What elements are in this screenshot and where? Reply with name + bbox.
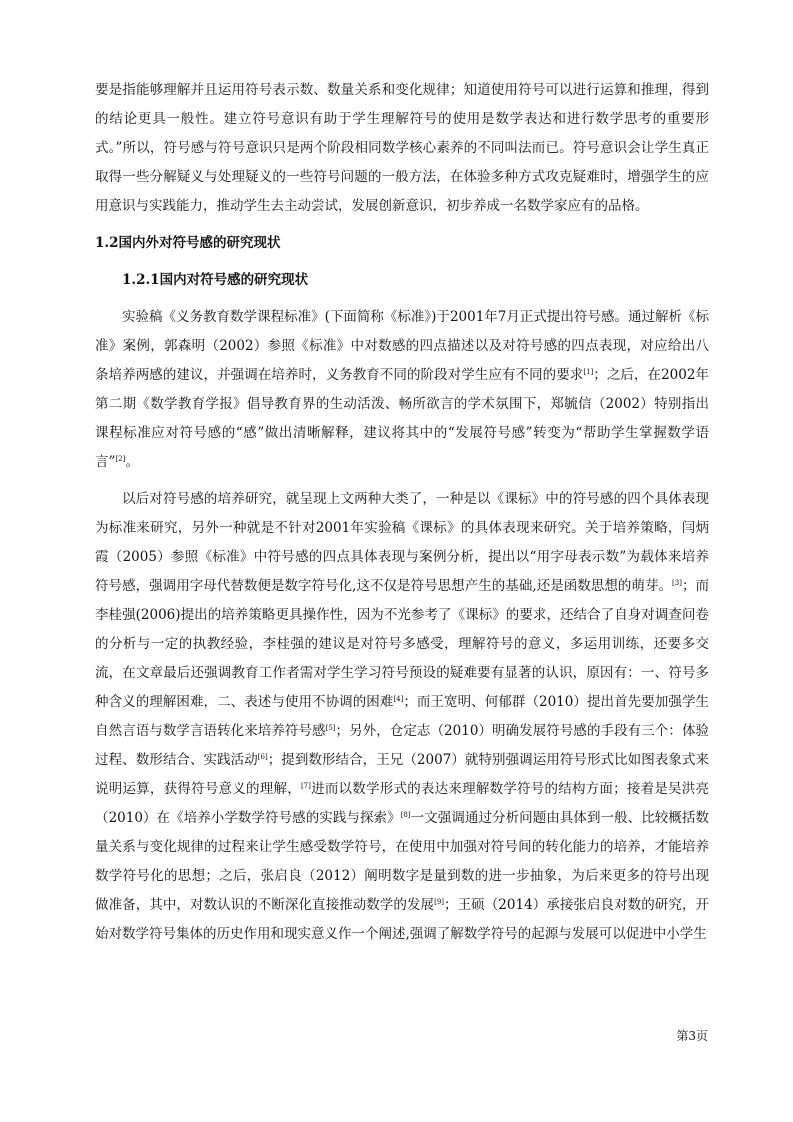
subsection-heading-1-2-1: 1.2.1国内对符号感的研究现状 <box>122 272 309 288</box>
paragraph-2-text: 实验稿《义务教育数学课程标准》(下面简称《标准》)于2001年7月正式提出符号感。通过解析《标准》案例，郭森明（2002）参照《标准》中对数感的四点描述以及对符号感的四点表现，对应给出八条培养两感的建议，并强调在培养时，义务教育不同的阶段对学生应有不同的要求 <box>95 309 709 383</box>
paragraph-3-text: 以后对符号感的培养研究，就呈现上文两种大类了，一种是以《课标》中的符号感的四个具体表现为标准来研究，另外一种就是不针对2001年实验稿《课标》的具体表现来研究。关于培养策略，闫炳霞（2005）参照《标准》中符号感的四点具体表现与案例分析，提出以“用字母表示数”为载体来培养符号感，强调用字母代替数便是数字符号化,这不仅是符号思想产生的基础,还是函数思想的萌芽。 <box>95 491 709 594</box>
paragraph-2-text: 。 <box>125 454 139 470</box>
paragraph-1: 要是指能够理解并且运用符号表示数、数量关系和变化规律；知道使用符号可以进行运算和推理，得到的结论更具一般性。建立符号意识有助于学生理解符号的使用是数学表达和进行数学思考的重要形式。”所以，符号感与符号意识只是两个阶段相同数学核心素养的不同叫法而已。符号意识会让学生真正取得一些分解疑义与处理疑义的一些符号问题的一般方法，在体验多种方式攻克疑难时，增强学生的应用意识与实践能力，推动学生去主动尝试，发展创新意识，初步养成一名数学家应有的品格。 <box>95 82 709 214</box>
citation-9: [9] <box>434 898 445 906</box>
citation-6: [6] <box>257 753 268 761</box>
paragraph-3-text: 一文强调通过分析问题由具体到一般、比较概括数量关系与变化规律的过程来让学生感受数学符号，在使用中加强对符号间的转化能力的培养，才能培养数学符号化的思想；之后，张启良（2012）阐明数字是量到数的进一步抽象，为后来更多的符号出现做准备，其中，对数认识的不断深化直接推动数学的发展 <box>95 810 709 913</box>
citation-2: [2] <box>115 455 126 463</box>
paragraph-3-text: ；王硕（2014）承接张启良对数的研究，开始对数学符号集体的历史作用和现实意义作一个阐述,强调了解数学符号的起源与发展可以促进中小学生 <box>95 897 710 942</box>
paragraph-2-text: ；之后，在2002年第二期《数学教育学报》倡导教育界的生动活泼、畅所欲言的学术氛围下，郑毓信（2002）特别指出课程标准应对符号感的“感”做出清晰解释，建议将其中的“发展符号感”转变为“帮助学生掌握数学语言” <box>95 367 710 470</box>
citation-3: [3] <box>672 579 682 587</box>
citation-7: [7] <box>300 782 311 790</box>
citation-1: [1] <box>583 368 594 376</box>
citation-4: [4] <box>393 695 404 703</box>
paragraph-3-text: ；另外，仓定志（2010）明确发展符号感的手段有三个：体验过程、数形结合、实践活动 <box>95 723 710 768</box>
paragraph-3-text: ；提到数形结合，王兄（2007）就特别强调运用符号形式比如图表象式来说明运算，获得符号意义的理解， <box>95 752 710 797</box>
paragraph-3 <box>95 485 709 949</box>
paragraph-3-text: ；而李桂强(2006)提出的培养策略更具操作性，因为不光参考了《课标》的要求，还结合了自身对调查问卷的分析与一定的执教经验，李桂强的建议是对符号多感受，理解符号的意义，多运用训练，还要多交流，在文章最后还强调教育工作者需对学生学习符号预设的疑难要有显著的认识，原因有：一、符号多种含义的理解困难，二、表述与使用不协调的困难 <box>95 578 710 710</box>
section-heading-1-2: 1.2国内外对符号感的研究现状 <box>95 235 281 251</box>
citation-8: [8] <box>400 811 411 819</box>
page-body <box>95 76 709 949</box>
paragraph-3-text: 进而以数学形式的表达来理解数学符号的结构方面；接着是吴洪亮（2010）在《培养小学数学符号感的实践与探索》 <box>95 781 710 826</box>
paragraph-3-text: ；而王宽明、何郁群（2010）提出首先要加强学生自然言语与数学言语转化来培养符号感 <box>95 694 710 739</box>
citation-5: [5] <box>325 724 336 732</box>
page-number: 第3页 <box>676 1029 708 1043</box>
paragraph-2 <box>95 303 709 477</box>
